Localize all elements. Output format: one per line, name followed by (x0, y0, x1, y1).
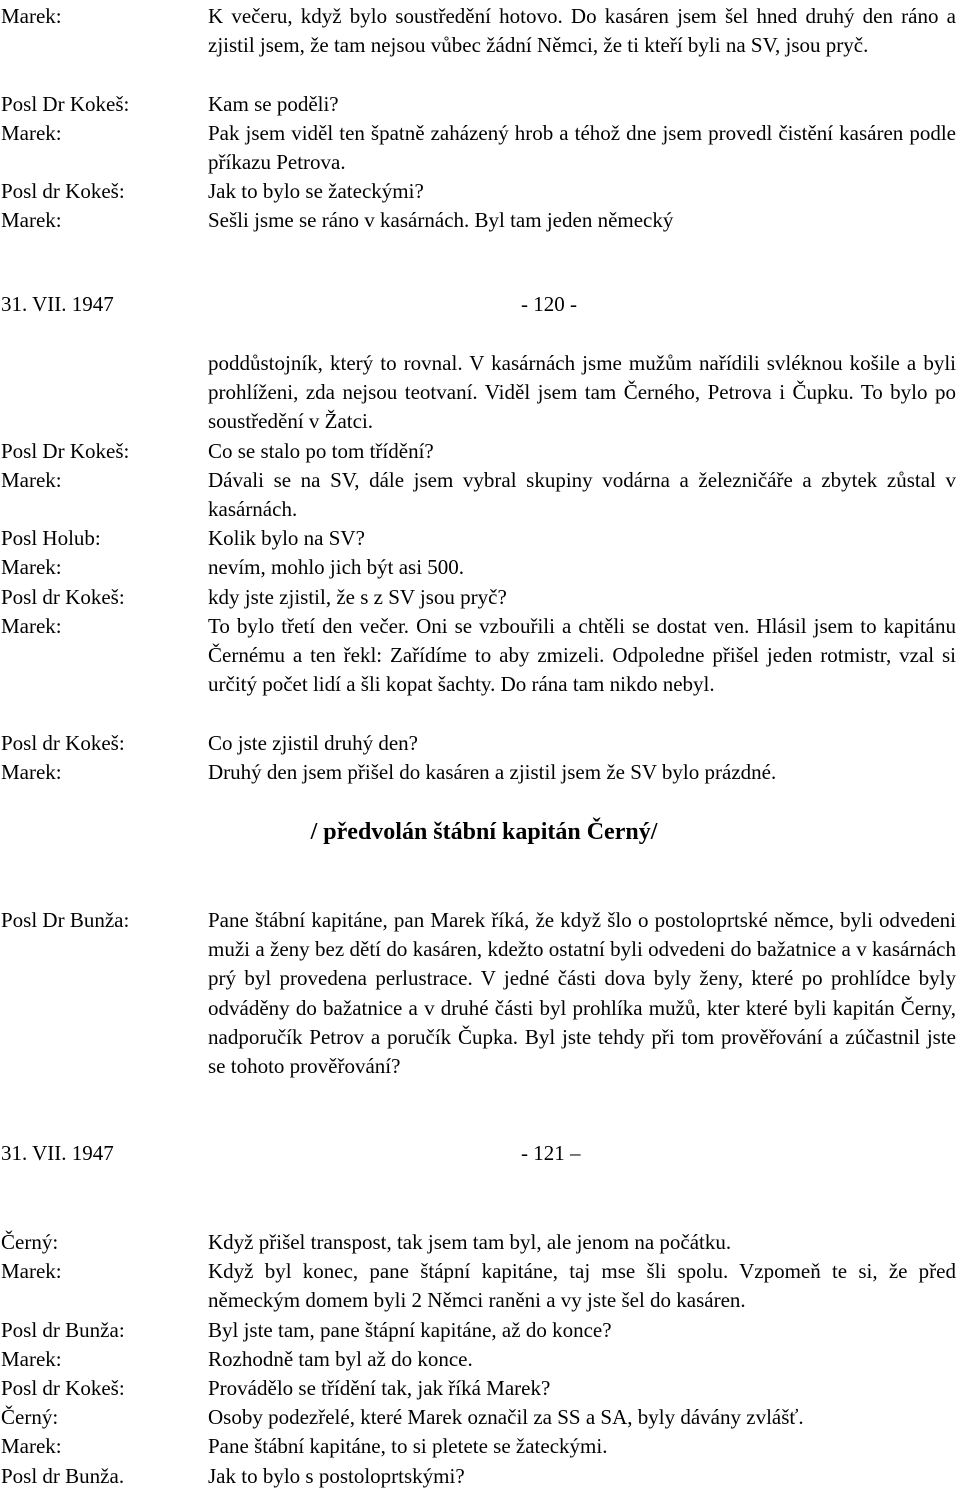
speech-text: Provádělo se třídění tak, jak říká Marek? (208, 1376, 551, 1400)
speaker-label: Posl dr Kokeš: (1, 179, 125, 204)
speech-text: Pane štábní kapitáne, pan Marek říká, že když šlo o postoloprtské němce, byli odvedeni muži a ženy bez dětí do kasáren, kdežto ostatní byli odvedeni do bažatnice a v kasárnách prý byl provedena perlustrace. V jedné části dova byly ženy, které po prohlídce byly odváděny do bažatnice a v druhé části byl prohlíka mužů, kter které byli kapitán Černy, nadporučík Petrov a poručík Čupka. Byl jste tehdy při tom prověřování a zúčastnil jste se tohoto prověřování? (208, 908, 956, 1079)
speech-text: Jak to bylo se žateckými? (208, 179, 424, 204)
page-date: 31. VII. 1947 (1, 292, 114, 316)
page-date: 31. VII. 1947 (1, 1141, 114, 1165)
speaker-label: Marek: (1, 555, 62, 580)
page-number: - 120 - (521, 292, 577, 316)
speaker-label: Posl Dr Bunža: (1, 908, 130, 932)
speaker-label: Posl Holub: (1, 526, 101, 551)
speaker-label: Posl Dr Kokeš: (1, 91, 130, 116)
speaker-label: Posl dr Kokeš: (1, 730, 125, 755)
speaker-label: Marek: (1, 613, 62, 638)
speaker-label: Marek: (1, 208, 62, 233)
speaker-label: Marek: (1, 759, 62, 784)
speaker-label: Posl dr Bunža: (1, 1317, 125, 1342)
speaker-label: Marek: (1, 120, 62, 145)
speech-text: Když přišel transpost, tak jsem tam byl, ale jenom na počátku. (208, 1230, 732, 1254)
speech-text: K večeru, když bylo soustředění hotovo. Do kasáren jsem šel hned druhý den ráno a zjistil jsem, že tam nejsou vůbec žádní Němci, že ti kteří byli na SV, jsou pryč. (208, 4, 956, 58)
speech-text: Pane štábní kapitáne, to si pletete se žateckými. (208, 1434, 608, 1459)
speech-text: Co se stalo po tom třídění? (208, 438, 434, 463)
speaker-label: Marek: (1, 4, 62, 28)
speech-text: Pak jsem viděl ten špatně zaházený hrob a téhož dne jsem provedl čistění kasáren podle příkazu Petrova. (208, 120, 956, 174)
speech-text: poddůstojník, který to rovnal. V kasárnách jsme mužům nařídili svléknou košile a byli prohlíženi, zda nejsou teotvaní. Viděl jsem tam Černého, Petrova i Čupku. To bylo po soustředění v Žatci. (208, 351, 956, 434)
speech-text: Sešli jsme se ráno v kasárnách. Byl tam jeden německý (208, 208, 674, 233)
speech-text: Rozhodně tam byl až do konce. (208, 1346, 473, 1371)
speech-text: kdy jste zjistil, že s z SV jsou pryč? (208, 584, 507, 609)
speaker-label: Posl dr Bunža. (1, 1463, 125, 1488)
speech-text: Kam se poděli? (208, 91, 339, 116)
speech-text: Co jste zjistil druhý den? (208, 730, 418, 755)
speaker-label: Černý: (1, 1405, 59, 1430)
speech-text: Dávali se na SV, dále jsem vybral skupiny vodárna a železničáře a zbytek zůstal v kasárnách. (208, 467, 956, 521)
speech-text: Když byl konec, pane štápní kapitáne, taj mse šli spolu. Vzpomeň te si, že před německým domem byli 2 Němci raněni a vy jste šel do kasáren. (208, 1259, 956, 1313)
speech-text: Druhý den jsem přišel do kasáren a zjistil jsem že SV bylo prázdné. (208, 759, 777, 784)
speaker-label: Marek: (1, 1346, 62, 1371)
speech-text: To bylo třetí den večer. Oni se vzbouřili a chtěli se dostat ven. Hlásil jsem to kapitánu Černému a ten řekl: Zařídíme to aby zmizeli. Odpoledne přišel jeden rotmistr, vzal si určitý počet lidí a šli kopat šachty. Do rána tam nikdo nebyl. (208, 613, 956, 697)
speaker-label: Marek: (1, 1259, 62, 1284)
speaker-label: Posl dr Kokeš: (1, 1376, 125, 1400)
speaker-label: Marek: (1, 1434, 62, 1459)
speech-text: Kolik bylo na SV? (208, 526, 365, 551)
speaker-label: Posl Dr Kokeš: (1, 438, 130, 463)
speech-text: Osoby podezřelé, které Marek označil za SS a SA, byly dávány zvlášť. (208, 1405, 804, 1430)
section-heading: / předvolán štábní kapitán Černý/ (310, 819, 658, 845)
speech-text: Jak to bylo s postoloprtskými? (208, 1463, 465, 1488)
speech-text: Byl jste tam, pane štápní kapitáne, až do konce? (208, 1317, 612, 1342)
speech-text: nevím, mohlo jich být asi 500. (208, 555, 465, 580)
speaker-label: Marek: (1, 467, 62, 492)
speaker-label: Černý: (1, 1230, 59, 1254)
speaker-label: Posl dr Kokeš: (1, 584, 125, 609)
page-number: - 121 – (521, 1141, 581, 1165)
